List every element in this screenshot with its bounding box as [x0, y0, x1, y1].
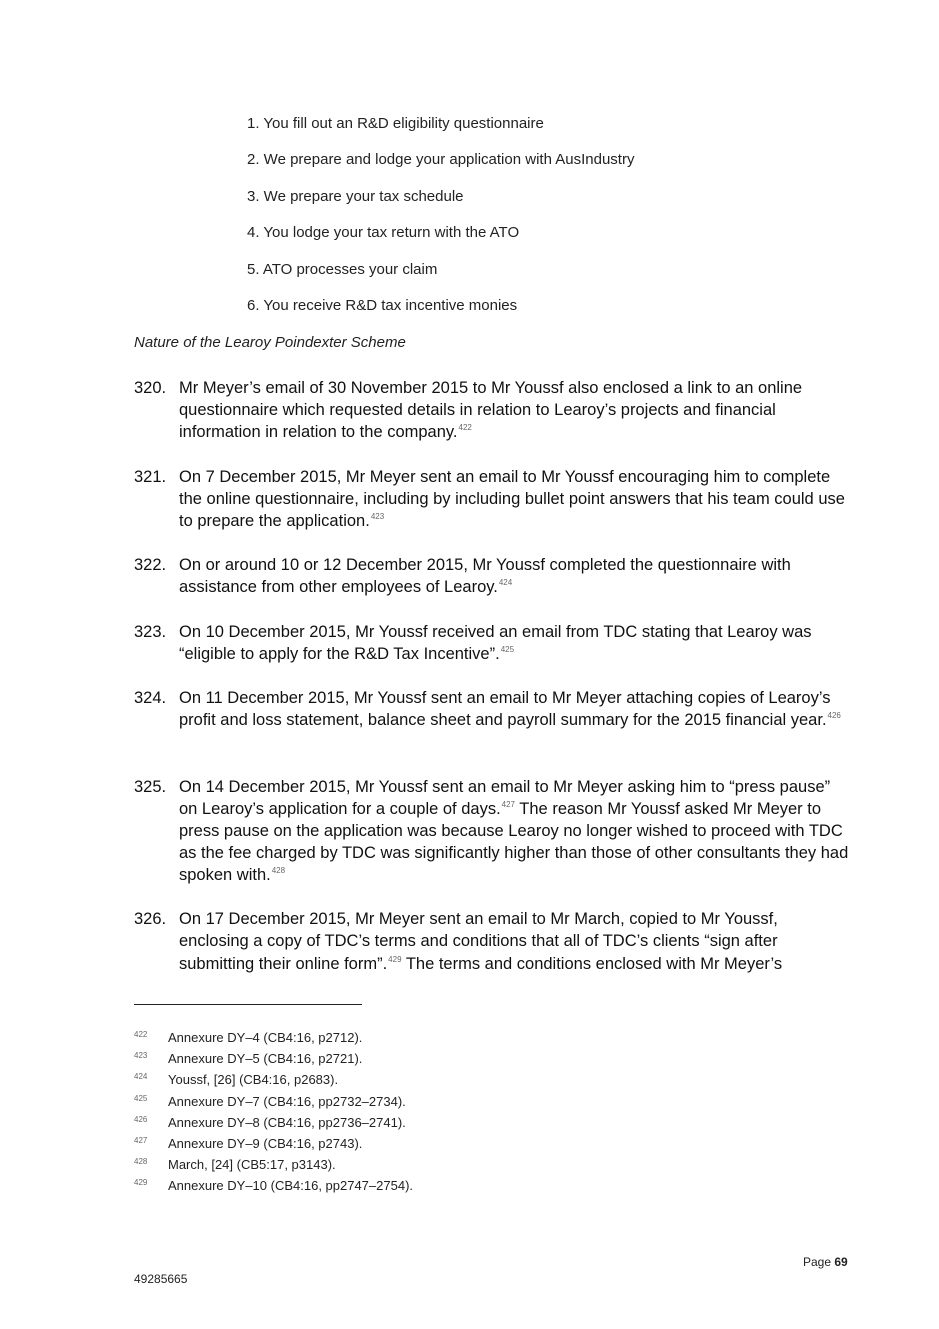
footnote-text: March, [24] (CB5:17, p3143). — [168, 1157, 336, 1173]
paragraph-320 — [134, 377, 849, 466]
paragraph-number: 326. — [134, 910, 167, 929]
document-id: 49285665 — [134, 1272, 188, 1286]
paragraph-number: 325. — [134, 777, 167, 796]
page-label: Page — [803, 1255, 832, 1269]
footnote — [134, 1029, 413, 1050]
footnote-number: 426 — [134, 1114, 148, 1124]
step-item: 3. We prepare your tax schedule — [247, 187, 464, 205]
footnote-number: 428 — [134, 1157, 148, 1167]
steps-list — [247, 114, 634, 332]
step-item: 1. You fill out an R&D eligibility questionnaire — [247, 115, 544, 132]
footnote-ref: 428 — [271, 866, 286, 876]
footnote — [134, 1071, 413, 1092]
footnote — [134, 1114, 413, 1135]
paragraph-325 — [134, 776, 849, 909]
footnote-text: Annexure DY–4 (CB4:16, p2712). — [168, 1030, 363, 1045]
footnote-text: Annexure DY–8 (CB4:16, pp2736–2741). — [168, 1114, 406, 1130]
footnote-number: 424 — [134, 1072, 148, 1082]
footnote-ref: 424 — [498, 578, 513, 588]
footnote — [134, 1177, 413, 1198]
paragraph-text: On 17 December 2015, Mr Meyer sent an email to Mr March, copied to Mr Youssf, enclosing a copy of TDC’s terms and conditions that all of TDC’s clients “sign after submitting their online form”. — [179, 910, 778, 973]
paragraph-text-continued: The reason Mr Youssf asked Mr Meyer to press pause on the application was because Learoy no longer wished to proceed with TDC as the fee charged by TDC was significantly higher than those of other consultants they had spoken with. — [179, 799, 849, 885]
footnote-text: Annexure DY–10 (CB4:16, pp2747–2754). — [168, 1178, 414, 1194]
paragraph-text: On 10 December 2015, Mr Youssf received an email from TDC stating that Learoy was “eligible to apply for the R&D Tax Incentive”. — [179, 622, 812, 663]
step-item: 2. We prepare and lodge your application with AusIndustry — [247, 151, 635, 169]
footnotes-list — [134, 1029, 413, 1199]
paragraph-number: 322. — [134, 556, 167, 575]
footnote-number: 422 — [134, 1030, 148, 1039]
paragraph-323 — [134, 621, 849, 687]
paragraph-text: On 14 December 2015, Mr Youssf sent an email to Mr Meyer asking him to “press pause” on Learoy’s application for a couple of days. — [179, 777, 831, 818]
footnote — [134, 1050, 413, 1071]
paragraph-text: On 11 December 2015, Mr Youssf sent an email to Mr Meyer attaching copies of Learoy’s profit and loss statement, balance sheet and payroll summary for the 2015 financial year. — [179, 688, 831, 730]
paragraph-text: On 7 December 2015, Mr Meyer sent an email to Mr Youssf encouraging him to complete the online questionnaire, including by including bullet point answers that his team could use to prepare the application. — [179, 467, 845, 530]
footnote-ref: 429 — [388, 954, 402, 964]
footnote-number: 425 — [134, 1093, 148, 1103]
paragraph-text-continued: The terms and conditions enclosed with Mr Meyer’s — [401, 954, 783, 973]
footnote-ref: 427 — [501, 799, 516, 809]
footnote-text: Annexure DY–7 (CB4:16, pp2732–2734). — [168, 1093, 406, 1109]
paragraph-322 — [134, 554, 849, 620]
paragraph-text: Mr Meyer’s email of 30 November 2015 to Mr Youssf also enclosed a link to an online questionnaire which requested details in relation to Learoy’s projects and financial information in relation to the company. — [179, 379, 803, 442]
section-heading: Nature of the Learoy Poindexter Scheme — [134, 334, 406, 351]
step-item: 6. You receive R&D tax incentive monies — [247, 296, 518, 314]
paragraph-326 — [134, 908, 849, 975]
page-number-value: 69 — [834, 1255, 848, 1269]
footnote-text: Youssf, [26] (CB4:16, p2683). — [168, 1072, 339, 1088]
footnote-number: 423 — [134, 1051, 148, 1061]
footnote-ref: 423 — [370, 512, 385, 521]
footnote-text: Annexure DY–5 (CB4:16, p2721). — [168, 1051, 363, 1067]
paragraph-number: 321. — [134, 467, 167, 486]
footnote-ref: 425 — [500, 644, 515, 654]
footnote — [134, 1156, 413, 1177]
paragraph-text: On or around 10 or 12 December 2015, Mr Youssf completed the questionnaire with assistance from other employees of Learoy. — [179, 556, 791, 597]
footnote-text: Annexure DY–9 (CB4:16, p2743). — [168, 1135, 363, 1151]
paragraph-324 — [134, 687, 849, 776]
footnote-ref: 422 — [458, 423, 472, 433]
footnote-ref: 426 — [827, 711, 841, 721]
paragraph-number: 324. — [134, 688, 167, 707]
step-item: 4. You lodge your tax return with the ATO — [247, 224, 520, 242]
paragraph-number: 320. — [134, 379, 167, 397]
page-number — [803, 1255, 848, 1269]
footnote-divider — [134, 1004, 362, 1005]
footnote — [134, 1093, 413, 1114]
paragraphs — [134, 377, 849, 975]
paragraph-number: 323. — [134, 622, 167, 641]
footnote-number: 429 — [134, 1178, 148, 1188]
paragraph-321 — [134, 466, 849, 555]
footnote-number: 427 — [134, 1135, 148, 1145]
footnote — [134, 1135, 413, 1156]
step-item: 5. ATO processes your claim — [247, 260, 438, 278]
